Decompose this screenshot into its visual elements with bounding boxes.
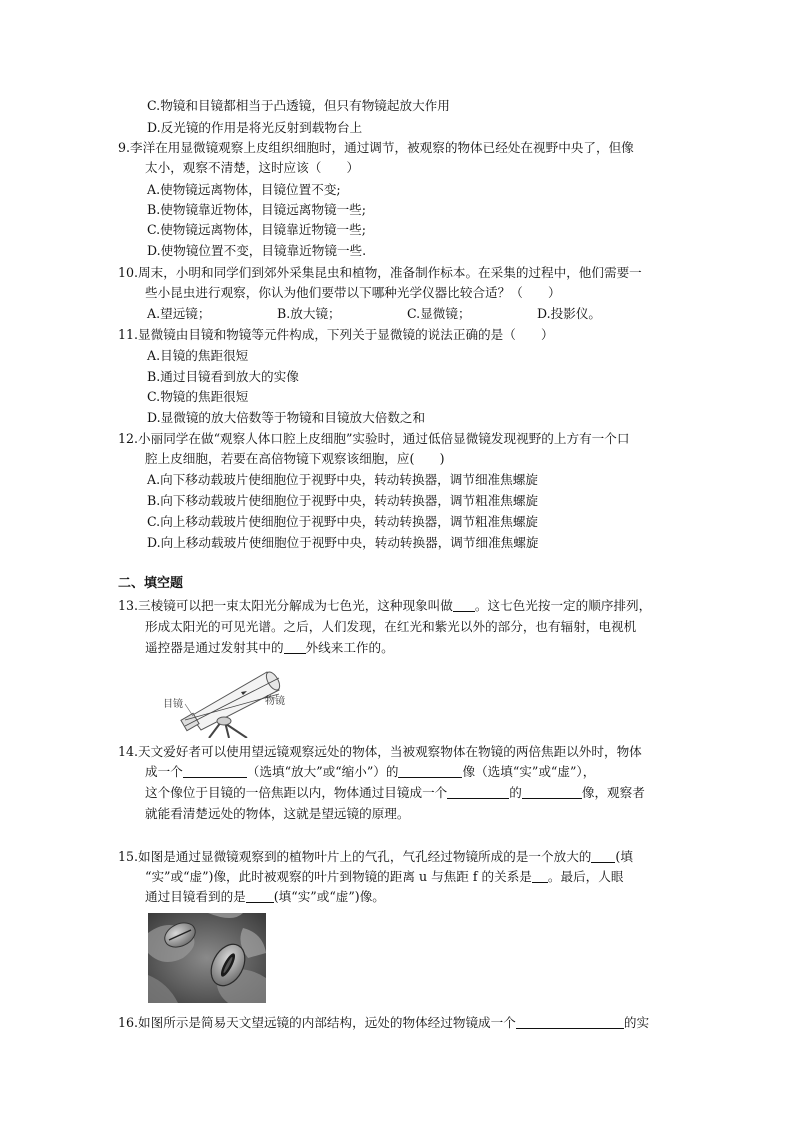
q9-option-b: B.使物镜靠近物体，目镜远离物镜一些; bbox=[147, 202, 367, 217]
q12-option-c: C.向上移动载玻片使细胞位于视野中央，转动转换器，调节粗准焦螺旋 bbox=[147, 514, 539, 529]
section-title-fill-in: 二、填空题 bbox=[118, 576, 184, 591]
q12-option-b: B.向下移动载玻片使细胞位于视野中央，转动转换器，调节粗准焦螺旋 bbox=[147, 493, 539, 508]
q10-stem-line2: 些小昆虫进行观察，你认为他们要带以下哪种光学仪器比较合适？（ ） bbox=[145, 285, 561, 300]
q14-line3: 这个像位于目镜的一倍焦距以内，物体通过目镜成一个 的 像，观察者 bbox=[145, 785, 645, 800]
q10-option-a: A.望远镜； bbox=[147, 306, 211, 321]
q13-line3: 遥控器是通过发射其中的 外线来工作的。 bbox=[145, 640, 394, 655]
stomata-micrograph bbox=[148, 913, 266, 1003]
q12-stem-line1: 12.小丽同学在做“观察人体口腔上皮细胞”实验时，通过低倍显微镜发现视野的上方有一个口 bbox=[118, 431, 630, 446]
q12-option-a: A.向下移动载玻片使细胞位于视野中央，转动转换器，调节细准焦螺旋 bbox=[147, 472, 538, 487]
q15-blank-2[interactable] bbox=[532, 868, 548, 883]
q14-blank-4[interactable] bbox=[522, 784, 582, 799]
q14-blank-1[interactable] bbox=[183, 763, 247, 778]
q15-line1: 15.如图是通过显微镜观察到的植物叶片上的气孔，气孔经过物镜所成的是一个放大的 (填 bbox=[118, 849, 633, 864]
q11-option-c: C.物镜的焦距很短 bbox=[147, 389, 249, 404]
q9-option-c: C.使物镜远离物体，目镜靠近物镜一些; bbox=[147, 222, 366, 237]
q9-option-d: D.使物镜位置不变，目镜靠近物镜一些. bbox=[147, 243, 367, 258]
q9-stem-line1: 9.李洋在用显微镜观察上皮组织细胞时，通过调节，被观察的物体已经处在视野中央了，但像 bbox=[118, 140, 634, 155]
q8-option-d: D.反光镜的作用是将光反射到载物台上 bbox=[147, 120, 363, 135]
q14-line1: 14.天文爱好者可以使用望远镜观察远处的物体，当被观察物体在物镜的两倍焦距以外时，物体 bbox=[118, 744, 642, 759]
q10-options bbox=[147, 304, 667, 324]
q11-option-a: A.目镜的焦距很短 bbox=[147, 348, 249, 363]
q16-line1: 16.如图所示是简易天文望远镜的内部结构，远处的物体经过物镜成一个 的实 bbox=[118, 1015, 650, 1030]
q10-option-c: C.显微镜； bbox=[407, 306, 471, 321]
q12-option-d: D.向上移动载玻片使细胞位于视野中央，转动转换器，调节细准焦螺旋 bbox=[147, 535, 539, 550]
q11-option-b: B.通过目镜看到放大的实像 bbox=[147, 369, 299, 384]
q11-option-d: D.显微镜的放大倍数等于物镜和目镜放大倍数之和 bbox=[147, 410, 426, 425]
q15-line3: 通过目镜看到的是 (填“实”或“虚”)像。 bbox=[145, 889, 385, 904]
q9-option-a: A.使物镜远离物体，目镜位置不变; bbox=[147, 182, 341, 197]
q10-option-b: B.放大镜； bbox=[277, 306, 341, 321]
q16-blank-1[interactable] bbox=[516, 1014, 624, 1029]
q10-stem-line1: 10.周末，小明和同学们到郊外采集昆虫和植物，准备制作标本。在采集的过程中，他们需要一 bbox=[118, 265, 642, 280]
q15-blank-3[interactable] bbox=[246, 888, 274, 903]
q15-blank-1[interactable] bbox=[591, 848, 615, 863]
eyepiece-label: 目镜 bbox=[163, 699, 183, 710]
q14-blank-3[interactable] bbox=[447, 784, 509, 799]
q13-line1: 13.三棱镜可以把一束太阳光分解成为七色光，这种现象叫做 。这七色光按一定的顺序排列， bbox=[118, 598, 652, 613]
q13-line2: 形成太阳光的可见光谱。之后，人们发现，在红光和紫光以外的部分，也有辐射，电视机 bbox=[145, 619, 637, 634]
q9-stem-line2: 太小，观察不清楚，这时应该（ ） bbox=[145, 160, 360, 175]
q11-stem: 11.显微镜由目镜和物镜等元件构成，下列关于显微镜的说法正确的是（ ） bbox=[118, 327, 554, 342]
q10-option-d: D.投影仪。 bbox=[537, 306, 602, 321]
q15-line2: “实”或“虚”)像，此时被观察的叶片到物镜的距离 u 与焦距 f 的关系是 。最后，人眼 bbox=[145, 869, 624, 884]
telescope-figure bbox=[155, 664, 305, 738]
q14-line2: 成一个 （选填“放大”或“缩小”）的 像（选填“实”或“虚”）， bbox=[145, 764, 596, 779]
q14-line4: 就能看清楚远处的物体，这就是望远镜的原理。 bbox=[145, 806, 410, 821]
q8-option-c: C.物镜和目镜都相当于凸透镜，但只有物镜起放大作用 bbox=[147, 98, 450, 113]
q13-blank-1[interactable] bbox=[453, 597, 475, 612]
objective-label: 物镜 bbox=[265, 696, 285, 707]
q13-blank-2[interactable] bbox=[284, 639, 306, 654]
q14-blank-2[interactable] bbox=[398, 763, 462, 778]
q12-stem-line2: 腔上皮细胞，若要在高倍物镜下观察该细胞，应( ) bbox=[145, 451, 445, 466]
